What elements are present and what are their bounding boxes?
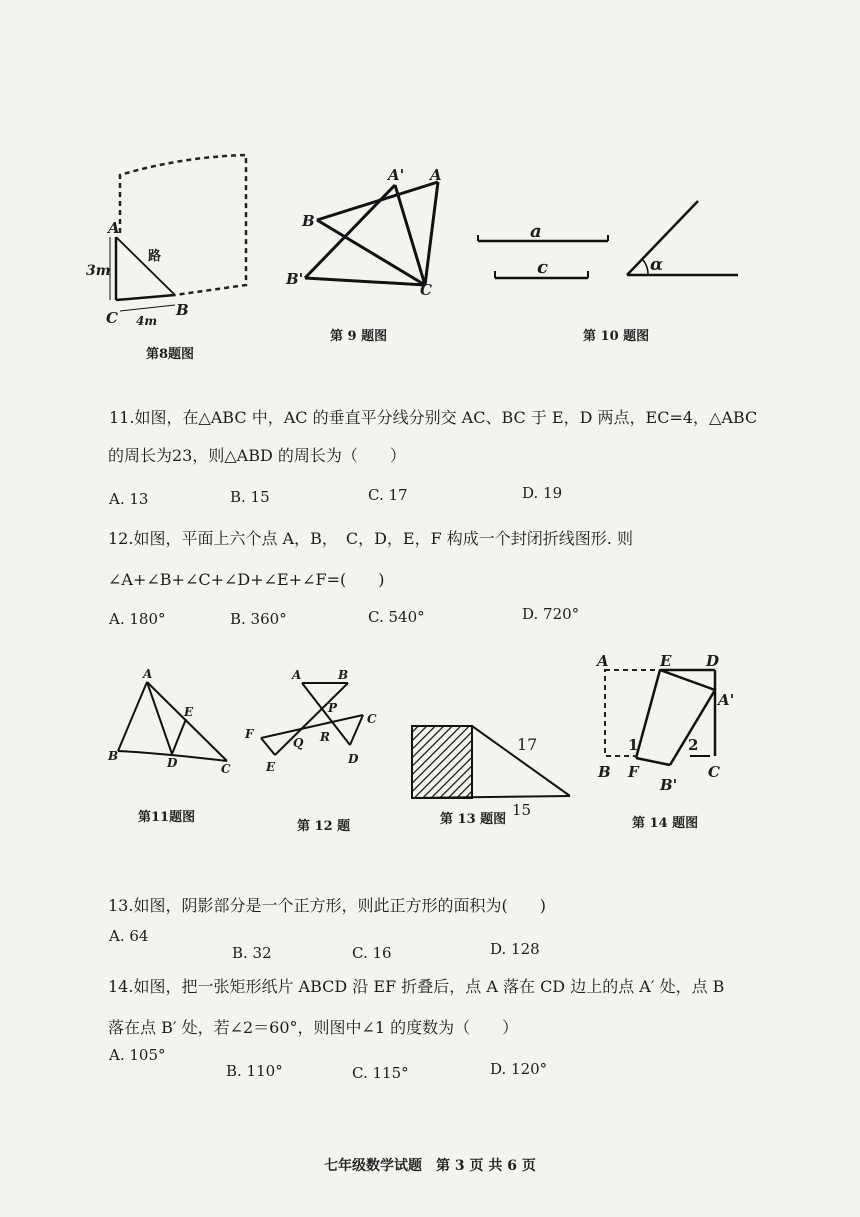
fig12-label-d: D xyxy=(348,752,359,766)
figure-9 xyxy=(280,160,455,300)
fig14-label-2: 2 xyxy=(688,736,699,754)
fig12-label-q: Q xyxy=(293,736,304,750)
fig12-label-r: R xyxy=(320,730,330,744)
q11-line2: 的周长为23，则△ABD 的周长为（ ） xyxy=(108,446,406,465)
q12-option-b: B. 360° xyxy=(230,610,287,628)
fig14-label-e: E xyxy=(660,652,672,670)
fig11-caption: 第11题图 xyxy=(138,810,196,825)
fig8-caption: 第8题图 xyxy=(146,347,195,362)
q14-line1: 14.如图，把一张矩形纸片 ABCD 沿 EF 折叠后，点 A 落在 CD 边上的点 A′ 处，点 B xyxy=(108,977,725,996)
fig11-label-a: A xyxy=(143,667,153,681)
fig12-label-a: A xyxy=(292,668,302,682)
fig8-side-4m: 4m xyxy=(136,314,158,328)
fig11-label-d: D xyxy=(167,756,178,770)
fig9-caption: 第 9 题图 xyxy=(330,329,388,344)
q14-option-d: D. 120° xyxy=(490,1060,548,1078)
fig12-label-b: B xyxy=(338,668,349,682)
q11-option-a: A. 13 xyxy=(109,490,149,508)
q12-option-a: A. 180° xyxy=(109,610,166,628)
q14-option-b: B. 110° xyxy=(226,1062,283,1080)
fig10-angle-alpha: α xyxy=(650,255,664,275)
figure-10 xyxy=(470,195,745,285)
fig14-label-b: B xyxy=(598,763,611,781)
fig10-caption: 第 10 题图 xyxy=(583,329,650,344)
q12-option-c: C. 540° xyxy=(368,608,425,626)
fig11-label-c: C xyxy=(221,762,231,776)
fig14-label-a: A xyxy=(597,652,609,670)
figure-13 xyxy=(400,718,575,818)
fig12-caption: 第 12 题 xyxy=(297,819,351,834)
fig12-label-p: P xyxy=(328,701,338,715)
fig14-caption: 第 14 题图 xyxy=(632,816,699,831)
fig14-label-f: F xyxy=(628,763,639,781)
fig14-label-1: 1 xyxy=(628,736,639,754)
fig14-label-d: D xyxy=(706,652,720,670)
fig14-label-b-prime: B' xyxy=(660,776,678,794)
fig8-label-a: A xyxy=(108,219,120,237)
fig9-label-a-prime: A' xyxy=(388,166,405,184)
q11-option-d: D. 19 xyxy=(522,484,563,502)
fig13-label-15: 15 xyxy=(512,801,532,818)
q13-option-c: C. 16 xyxy=(352,944,392,962)
fig13-caption: 第 13 题图 xyxy=(440,812,507,827)
page-footer: 七年级数学试题 第 3 页 共 6 页 xyxy=(324,1158,536,1174)
fig14-label-c: C xyxy=(708,763,720,781)
q13-option-b: B. 32 xyxy=(232,944,272,962)
fig9-label-b: B xyxy=(302,212,315,230)
q14-option-c: C. 115° xyxy=(352,1064,409,1082)
q11-line1: 11.如图，在△ABC 中，AC 的垂直平分线分别交 AC、BC 于 E，D 两点，EC=4，△ABC xyxy=(109,408,758,427)
fig8-label-c: C xyxy=(106,309,118,327)
q14-line2: 落在点 B′ 处，若∠2＝60°，则图中∠1 的度数为（ ） xyxy=(108,1018,519,1037)
q13-line1: 13.如图，阴影部分是一个正方形，则此正方形的面积为( ) xyxy=(108,896,546,915)
q13-option-a: A. 64 xyxy=(109,927,149,945)
fig11-label-e: E xyxy=(184,705,194,719)
q12-line2: ∠A+∠B+∠C+∠D+∠E+∠F=( ) xyxy=(108,570,385,589)
q11-option-c: C. 17 xyxy=(368,486,408,504)
fig10-seg-c: c xyxy=(537,257,548,278)
fig12-label-c: C xyxy=(367,712,377,726)
q13-option-d: D. 128 xyxy=(490,940,540,958)
figure-14 xyxy=(590,650,740,795)
figure-8 xyxy=(80,145,270,335)
fig9-label-a: A xyxy=(430,166,442,184)
fig8-label-b: B xyxy=(176,301,189,319)
fig8-side-3m: 3m xyxy=(86,263,111,279)
fig9-label-c: C xyxy=(420,281,432,299)
q12-line1: 12.如图，平面上六个点 A，B， C，D，E，F 构成一个封闭折线图形. 则 xyxy=(108,529,633,548)
fig12-label-f: F xyxy=(245,727,254,741)
fig13-label-17: 17 xyxy=(517,735,538,754)
q12-option-d: D. 720° xyxy=(522,605,580,623)
fig14-label-a-prime: A' xyxy=(718,691,735,709)
q11-option-b: B. 15 xyxy=(230,488,270,506)
figure-12 xyxy=(240,665,390,775)
fig10-seg-a: a xyxy=(530,221,542,242)
fig9-label-b-prime: B' xyxy=(286,270,304,288)
fig11-label-b: B xyxy=(108,749,119,763)
figure-11 xyxy=(100,665,240,780)
fig12-label-e: E xyxy=(266,760,276,774)
fig8-road-label: 路 xyxy=(148,249,162,264)
q14-option-a: A. 105° xyxy=(109,1046,166,1064)
